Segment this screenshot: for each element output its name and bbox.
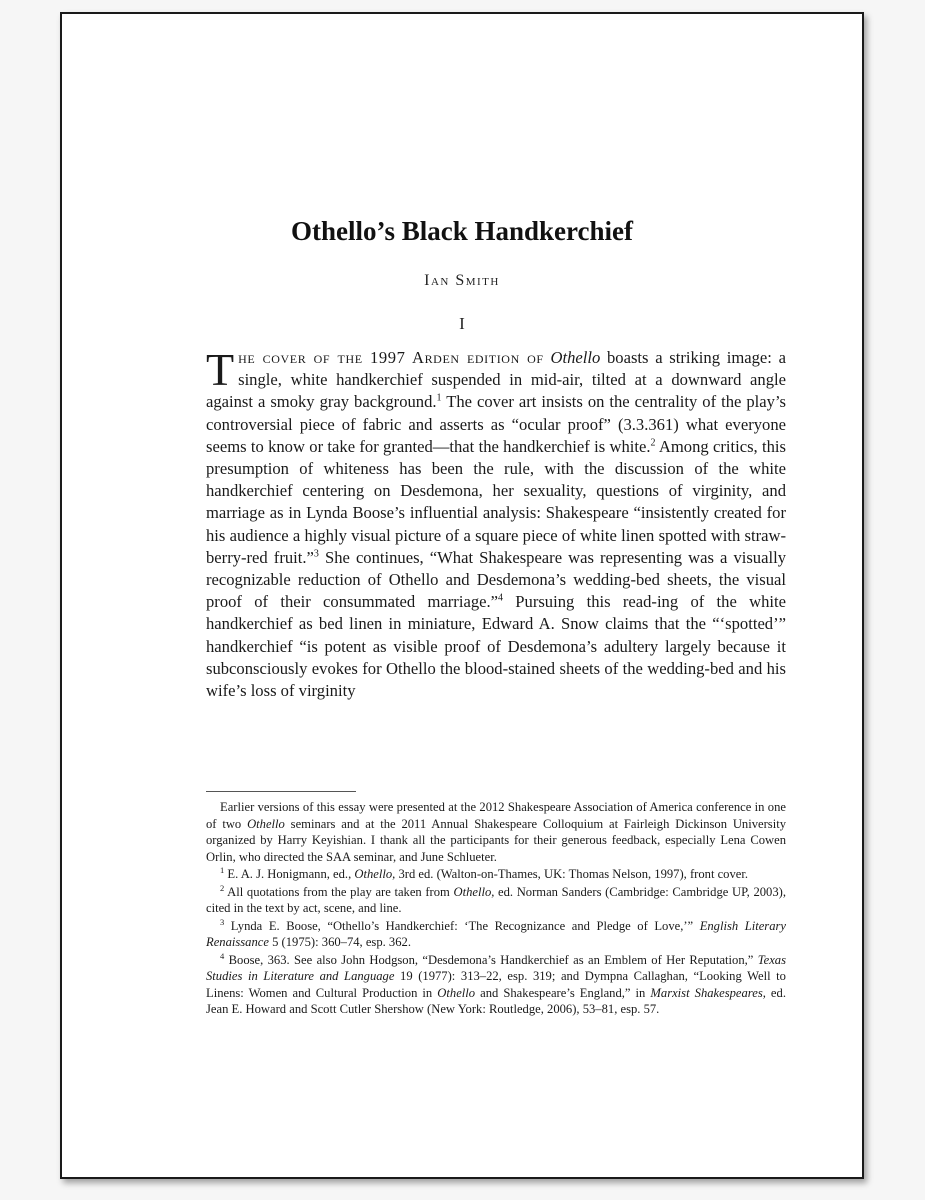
opening-small-caps: he cover of the 1997 Arden edition of [238,348,544,367]
footnote-text: E. A. J. Honigmann, ed., [224,867,355,881]
footnote-italic: Othello, [453,884,495,899]
footnote-text: ed. Jean E. Howard and Scott Cutler Shershow (New York: Routledge, 2006), 53–81, esp. 57. [206,985,786,1016]
footnote-text: Lynda E. Boose, “Othello’s Handkerchief: ‘The Recognizance and Pledge of Love,’” [224,918,700,933]
footnote-text: All quotations from the play are taken from [224,884,454,899]
footnote-text: and Shakespeare’s England,” in [475,985,651,1000]
footnotes-section [206,799,786,1019]
footnote-number: 4 [220,950,225,961]
footnote-text: ed. Norman Sanders (Cambridge: Cambridge UP, 2003), cited in the text by act, scene, and line. [206,884,786,915]
footnote-text: Boose, 363. See also John Hodgson, “Desdemona’s Handkerchief as an Emblem of Her Reputation,” [224,952,758,967]
body-text-segment: boasts a striking image: a single, white handkerchief suspended in mid-air, tilted at a downward angle against a smoky gray background. [206,348,787,412]
section-number: I [459,314,465,333]
footnote-1 [206,866,786,883]
body-paragraph [206,344,787,702]
footnote-ref[interactable]: 2 [650,437,656,449]
body-text-segment: Among critics, this presumption of whiteness has been the rule, with the discussion of the white handkerchief centering on Desdemona, her sexuality, questions of virginity, and marriage as in Lynda Boose’s influential analysis: Shakespeare “insistently created for his audience a highly visual picture of a square piece of white linen spotted with straw-berry-red fruit.” [206,436,786,567]
footnote-2 [206,884,786,917]
footnote-ref[interactable]: 1 [436,392,442,404]
footnote-text: 5 (1975): 360–74, esp. 362. [268,935,411,949]
footnote-italic: Texas Studies in Literature and Language [206,952,786,983]
footnote-ref[interactable]: 3 [313,548,319,560]
body-text-segment: The cover art insists on the centrality of the play’s controversial piece of fabric and asserts as “ocular proof” (3.3.361) what everyone seems to know or take for granted—that the handkerchief is white. [206,392,787,456]
drop-cap: T [206,344,235,395]
footnote-text: Earlier versions of this essay were presented at the 2012 Shakespeare Association of America conference in one of two [206,800,786,831]
body-text-segment: Pursuing this read-ing of the white handkerchief as bed linen in miniature, Edward A. Snow claims that the “‘spotted’” handkerchief “is potent as visible proof of Desdemona’s adultery largely because it subconsciously evokes for Othello the blood-stained sheets of the wedding-bed and his wife’s loss of virginity [206,592,786,701]
footnote-italic: Othello [247,816,285,831]
footnote-ref[interactable]: 4 [498,592,503,604]
footnote-4 [206,952,786,1018]
footnote-number: 3 [220,916,225,927]
footnote-intro [206,799,786,865]
article-author: Ian Smith [424,272,500,289]
body-text-segment: She continues, “What Shakespeare was representing was a visually recognizable reduction of Othello and Desdemona’s wedding-bed sheets, the visual proof of their consummated marriage.” [206,547,786,612]
footnote-number: 1 [220,864,225,875]
opening-title-italic: Othello [550,348,601,367]
footnote-italic: Marxist Shakespeares, [650,985,766,1000]
document-page [60,12,864,1179]
footnote-3 [206,918,786,951]
footnote-text: seminars and at the 2011 Annual Shakespeare Colloquium at Fairleigh Dickinson University organized by Harry Keyishian. I thank all the participants for their generous feedback, especially Lena Cowen Orlin, who directed the SAA seminar, and June Schlueter. [206,816,786,864]
footnote-italic: English Literary Renaissance [206,918,786,949]
footnote-text: 19 (1977): 313–22, esp. 319; and Dympna Callaghan, “Looking Well to Linens: Women and Cultural Production in [206,969,786,1000]
footnote-text: 3rd ed. (Walton-on-Thames, UK: Thomas Nelson, 1997), front cover. [395,867,749,881]
article-title: Othello’s Black Handkerchief [290,216,633,246]
footnote-number: 2 [220,882,225,893]
footnote-italic: Othello [437,985,476,1000]
footnote-italic: Othello, [354,867,396,881]
footnote-divider [206,791,356,792]
